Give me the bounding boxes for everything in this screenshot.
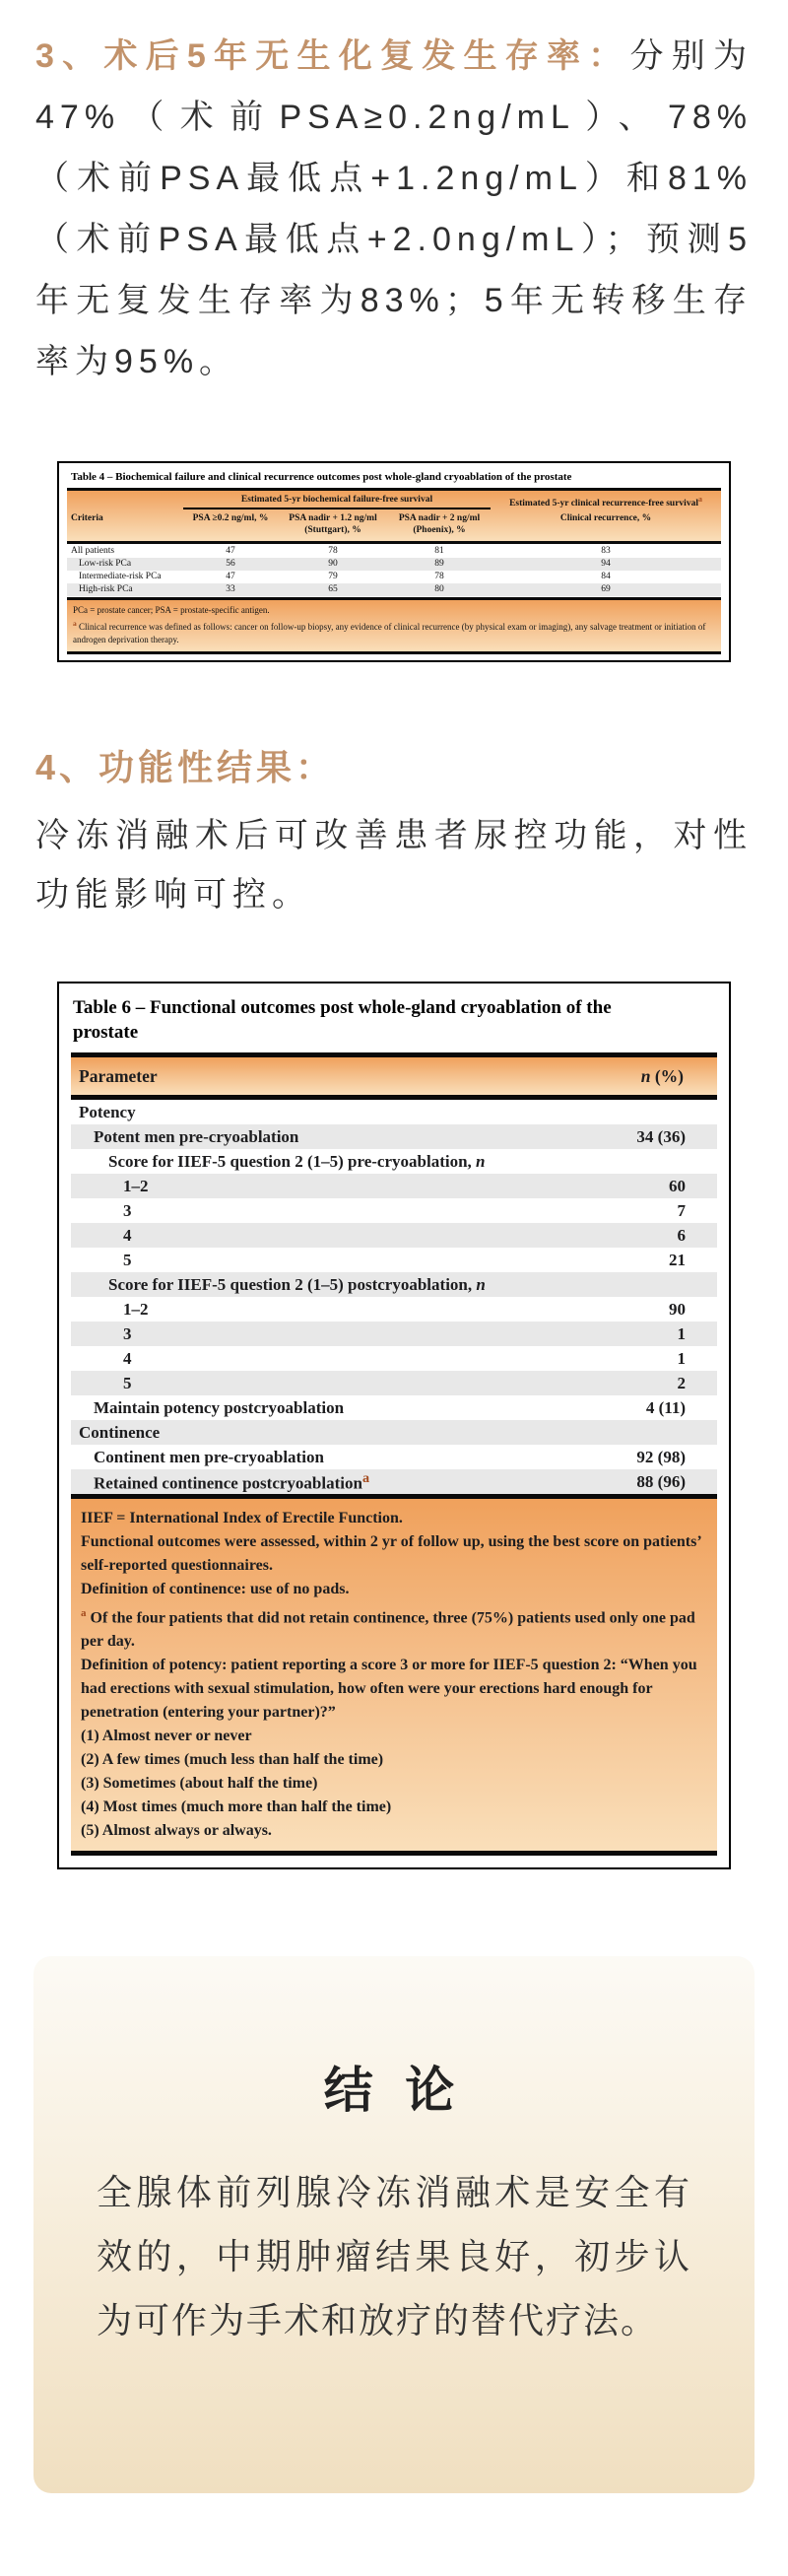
table6-parameter-cell: 1–2 [123,1299,149,1319]
table6-parameter-cell: 5 [123,1250,132,1269]
table6-row [71,1174,717,1198]
section4-body: 冷冻消融术后可改善患者尿控功能，对性功能影响可控。 [35,817,753,914]
table6-column-parameter: Parameter [79,1065,158,1086]
table4-column-phoenix: PSA nadir + 2 ng/ml (Phoenix), % [398,513,481,535]
table4-body [67,544,721,597]
table6-value-cell: 34 (36) [636,1126,686,1146]
footnote-line: Functional outcomes were assessed, within 2 yr of follow up, using the best score on patients’ self-reported questionnaires. [81,1533,701,1574]
table6-value-cell: 60 [669,1176,686,1195]
conclusion-title: 结 论 [323,2063,465,2119]
table4-value-cell: 90 [328,559,338,569]
table4 [57,461,731,662]
table4-column-criteria: Criteria [71,513,103,523]
footnote-line: PCa = prostate cancer; PSA = prostate-specific antigen. [73,605,270,615]
table4-header-band [67,491,721,541]
table6-row [71,1100,717,1124]
table4-value-cell: 89 [434,559,444,569]
table4-group-header-footnote-marker: a [697,495,702,504]
footnote-line: (3) Sometimes (about half the time) [81,1775,318,1793]
table6-row [71,1198,717,1223]
table4-value-cell: 79 [328,572,338,581]
table6-row [71,1124,717,1149]
section3-paragraph [35,26,753,392]
footnote-line: (2) A few times (much less than half the time) [81,1751,384,1769]
table6-value-cell: 92 (98) [636,1447,686,1466]
footnote-line: $^a$ Clinical recurrence was defined as follows: cancer on follow-up biopsy, any evidence of clinical recurrence (by physical exam or imaging), any salvage treatment or initiation of androgen deprivation therapy. [73,619,706,644]
table4-criteria-cell: Intermediate-risk PCa [79,572,162,581]
table4-column-clinical-recurrence: Clinical recurrence, % [559,513,652,523]
table6-body [71,1100,717,1494]
table6-parameter-cell: Potent men pre-cryoablation [94,1126,299,1146]
conclusion-card [33,1956,755,2493]
table6-value-cell: 7 [677,1200,686,1220]
table6 [57,982,731,1869]
table6-column-n-pct: n (%) [640,1065,684,1086]
footnote-line: (4) Most times (much more than half the time) [81,1798,392,1816]
table4-row [67,571,721,583]
table4-column-header-row [67,513,721,536]
table6-value-cell: 90 [669,1299,686,1319]
table6-parameter-cell: 3 [123,1200,132,1220]
table6-row [71,1223,717,1248]
table6-parameter-cell: 4 [123,1225,132,1245]
table4-title: Table 4 – Biochemical failure and clinical recurrence outcomes post whole-gland cryoablation of the prostate [71,471,572,483]
footnote-line: (1) Almost never or never [81,1728,252,1745]
section3-body: 分别为47%（术前PSA≥0.2ng/mL）、78%（术前PSA最低点+1.2ng/mL）和81%（术前PSA最低点+2.0ng/mL）；预测5年无复发生存率为83%；5年无转移生存率为95%。 [35,37,753,380]
table6-parameter-cell: Score for IIEF-5 question 2 (1–5) pre-cryoablation, n [108,1151,486,1171]
table6-value-cell: 4 (11) [645,1397,686,1417]
table6-row [71,1371,717,1395]
table4-row [67,583,721,596]
table6-rule-bottom [71,1851,717,1856]
table6-header-band [71,1057,717,1095]
footnote-marker: a [361,1469,370,1486]
table4-value-cell: 69 [601,584,611,594]
table6-row [71,1248,717,1272]
table6-value-cell: 6 [677,1225,686,1245]
table6-parameter-cell: 4 [123,1348,132,1368]
table6-parameter-cell: Retained continence postcryoablation$^a$ [94,1469,370,1493]
footnote-marker: a [73,619,77,628]
table4-criteria-cell: Low-risk PCa [79,559,132,569]
table4-value-cell: 94 [601,559,611,569]
table4-column-psa02: PSA ≥0.2 ng/ml, % [192,513,269,523]
table4-rule-bottom [67,651,721,654]
table6-row [71,1469,717,1494]
table6-parameter-cell: Continence [79,1422,161,1442]
table4-group-header-biochemical: Estimated 5-yr biochemical failure-free survival [183,495,491,509]
table4-row [67,545,721,558]
table6-row [71,1420,717,1445]
table4-value-cell: 65 [328,584,338,594]
table6-row [71,1297,717,1322]
footnote-line: $^a$ Of the four patients that did not retain continence, three (75%) patients used only one pad per day. [81,1607,695,1651]
footnote-line: Definition of potency: patient reporting a score 3 or more for IIEF-5 question 2: “When you had erections with sexual stimulation, how often were your erections hard enough for penetration (entering your partner)?” [81,1657,697,1722]
footnote-line: IIEF = International Index of Erectile Function. [81,1510,403,1526]
table4-criteria-cell: All patients [71,546,115,556]
footnote-line: (5) Almost always or always. [81,1822,272,1840]
table4-value-cell: 56 [226,559,235,569]
table4-value-cell: 83 [601,546,611,556]
table6-row [71,1395,717,1420]
table4-value-cell: 47 [226,572,235,581]
table4-footnotes [67,600,721,651]
table4-group-header-clinical: Estimated 5-yr clinical recurrence-free survival$^a$ [509,495,702,509]
table4-value-cell: 78 [328,546,338,556]
table6-parameter-cell: Score for IIEF-5 question 2 (1–5) postcryoablation, n [108,1274,486,1294]
table6-parameter-cell: Maintain potency postcryoablation [94,1397,345,1417]
table6-parameter-cell: 3 [123,1323,132,1343]
table6-row [71,1346,717,1371]
section3-heading: 3、术后5年无生化复发生存率： [35,37,630,75]
table4-criteria-cell: High-risk PCa [79,584,133,594]
table4-value-cell: 33 [226,584,235,594]
table4-group-header-row [67,495,721,509]
table6-value-cell: 1 [677,1348,686,1368]
table6-parameter-cell: 1–2 [123,1176,149,1195]
table6-parameter-cell: Continent men pre-cryoablation [94,1447,324,1466]
table6-value-cell: 1 [677,1323,686,1343]
table6-title: Table 6 – Functional outcomes post whole-gland cryoablation of the prostate [73,997,612,1043]
table6-row [71,1322,717,1346]
table6-parameter-cell: 5 [123,1373,132,1392]
table4-column-stuttgart: PSA nadir + 1.2 ng/ml (Stuttgart), % [289,513,377,535]
footnote-line: Definition of continence: use of no pads. [81,1581,350,1597]
table6-value-cell: 2 [677,1373,686,1392]
table4-value-cell: 84 [601,572,611,581]
table6-row [71,1272,717,1297]
table4-value-cell: 81 [434,546,444,556]
conclusion-body: 全腺体前列腺冷冻消融术是安全有效的，中期肿瘤结果良好，初步认为可作为手术和放疗的替代疗法。 [97,2173,691,2341]
table6-footnotes [71,1499,717,1851]
table6-row [71,1445,717,1469]
table6-value-cell: 21 [669,1250,686,1269]
table4-row [67,558,721,571]
table4-value-cell: 80 [434,584,444,594]
footnote-marker: a [81,1607,87,1619]
table6-parameter-cell: Potency [79,1102,136,1121]
section4-heading: 4、功能性结果： [35,747,336,787]
table4-value-cell: 47 [226,546,235,556]
table4-value-cell: 78 [434,572,444,581]
table6-value-cell: 88 (96) [636,1471,686,1491]
table6-row [71,1149,717,1174]
